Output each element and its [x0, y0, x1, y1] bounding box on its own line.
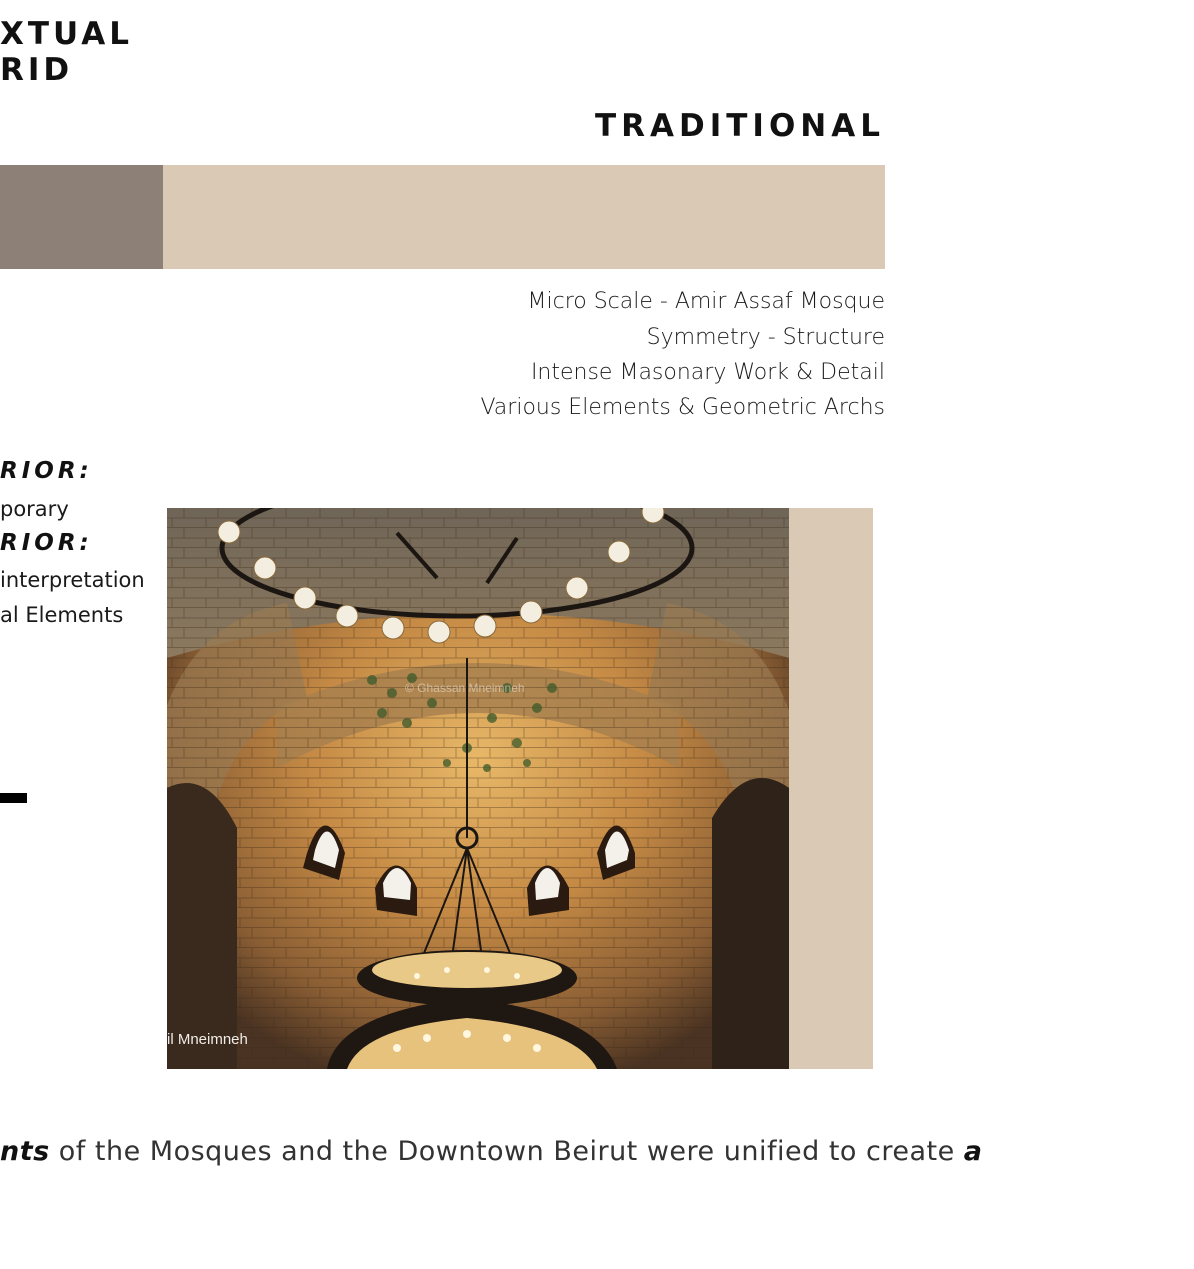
caption-bold-start: nts: [0, 1136, 50, 1167]
color-band-light: [163, 165, 885, 269]
section-title: TRADITIONAL: [595, 108, 885, 144]
feature-line: Symmetry - Structure: [646, 325, 885, 350]
interior-heading: RIOR:: [0, 530, 93, 556]
feature-line: Intense Masonary Work & Detail: [530, 360, 885, 385]
photo-watermark: © Ghassan Mneimneh: [405, 681, 525, 695]
photo-credit: il Mneimneh: [167, 1031, 248, 1048]
divider-dash: [0, 793, 27, 803]
photo-backdrop: [789, 508, 873, 1069]
page-title-line-2: RID: [0, 52, 74, 88]
feature-line: Micro Scale - Amir Assaf Mosque: [527, 289, 885, 314]
interior-text-1: interpretation: [0, 568, 145, 592]
color-band-dark: [0, 165, 163, 269]
caption-middle: of the Mosques and the Downtown Beirut were unified to create: [49, 1136, 964, 1167]
exterior-text: porary: [0, 497, 69, 521]
page-title-line-1: XTUAL: [0, 16, 134, 52]
caption-bold-end: a: [963, 1136, 983, 1167]
interior-text-2: al Elements: [0, 603, 124, 627]
exterior-heading: RIOR:: [0, 458, 93, 484]
feature-line: Various Elements & Geometric Archs: [480, 395, 885, 420]
caption-text: [0, 1136, 983, 1167]
mosque-dome-photo: [167, 508, 789, 1069]
